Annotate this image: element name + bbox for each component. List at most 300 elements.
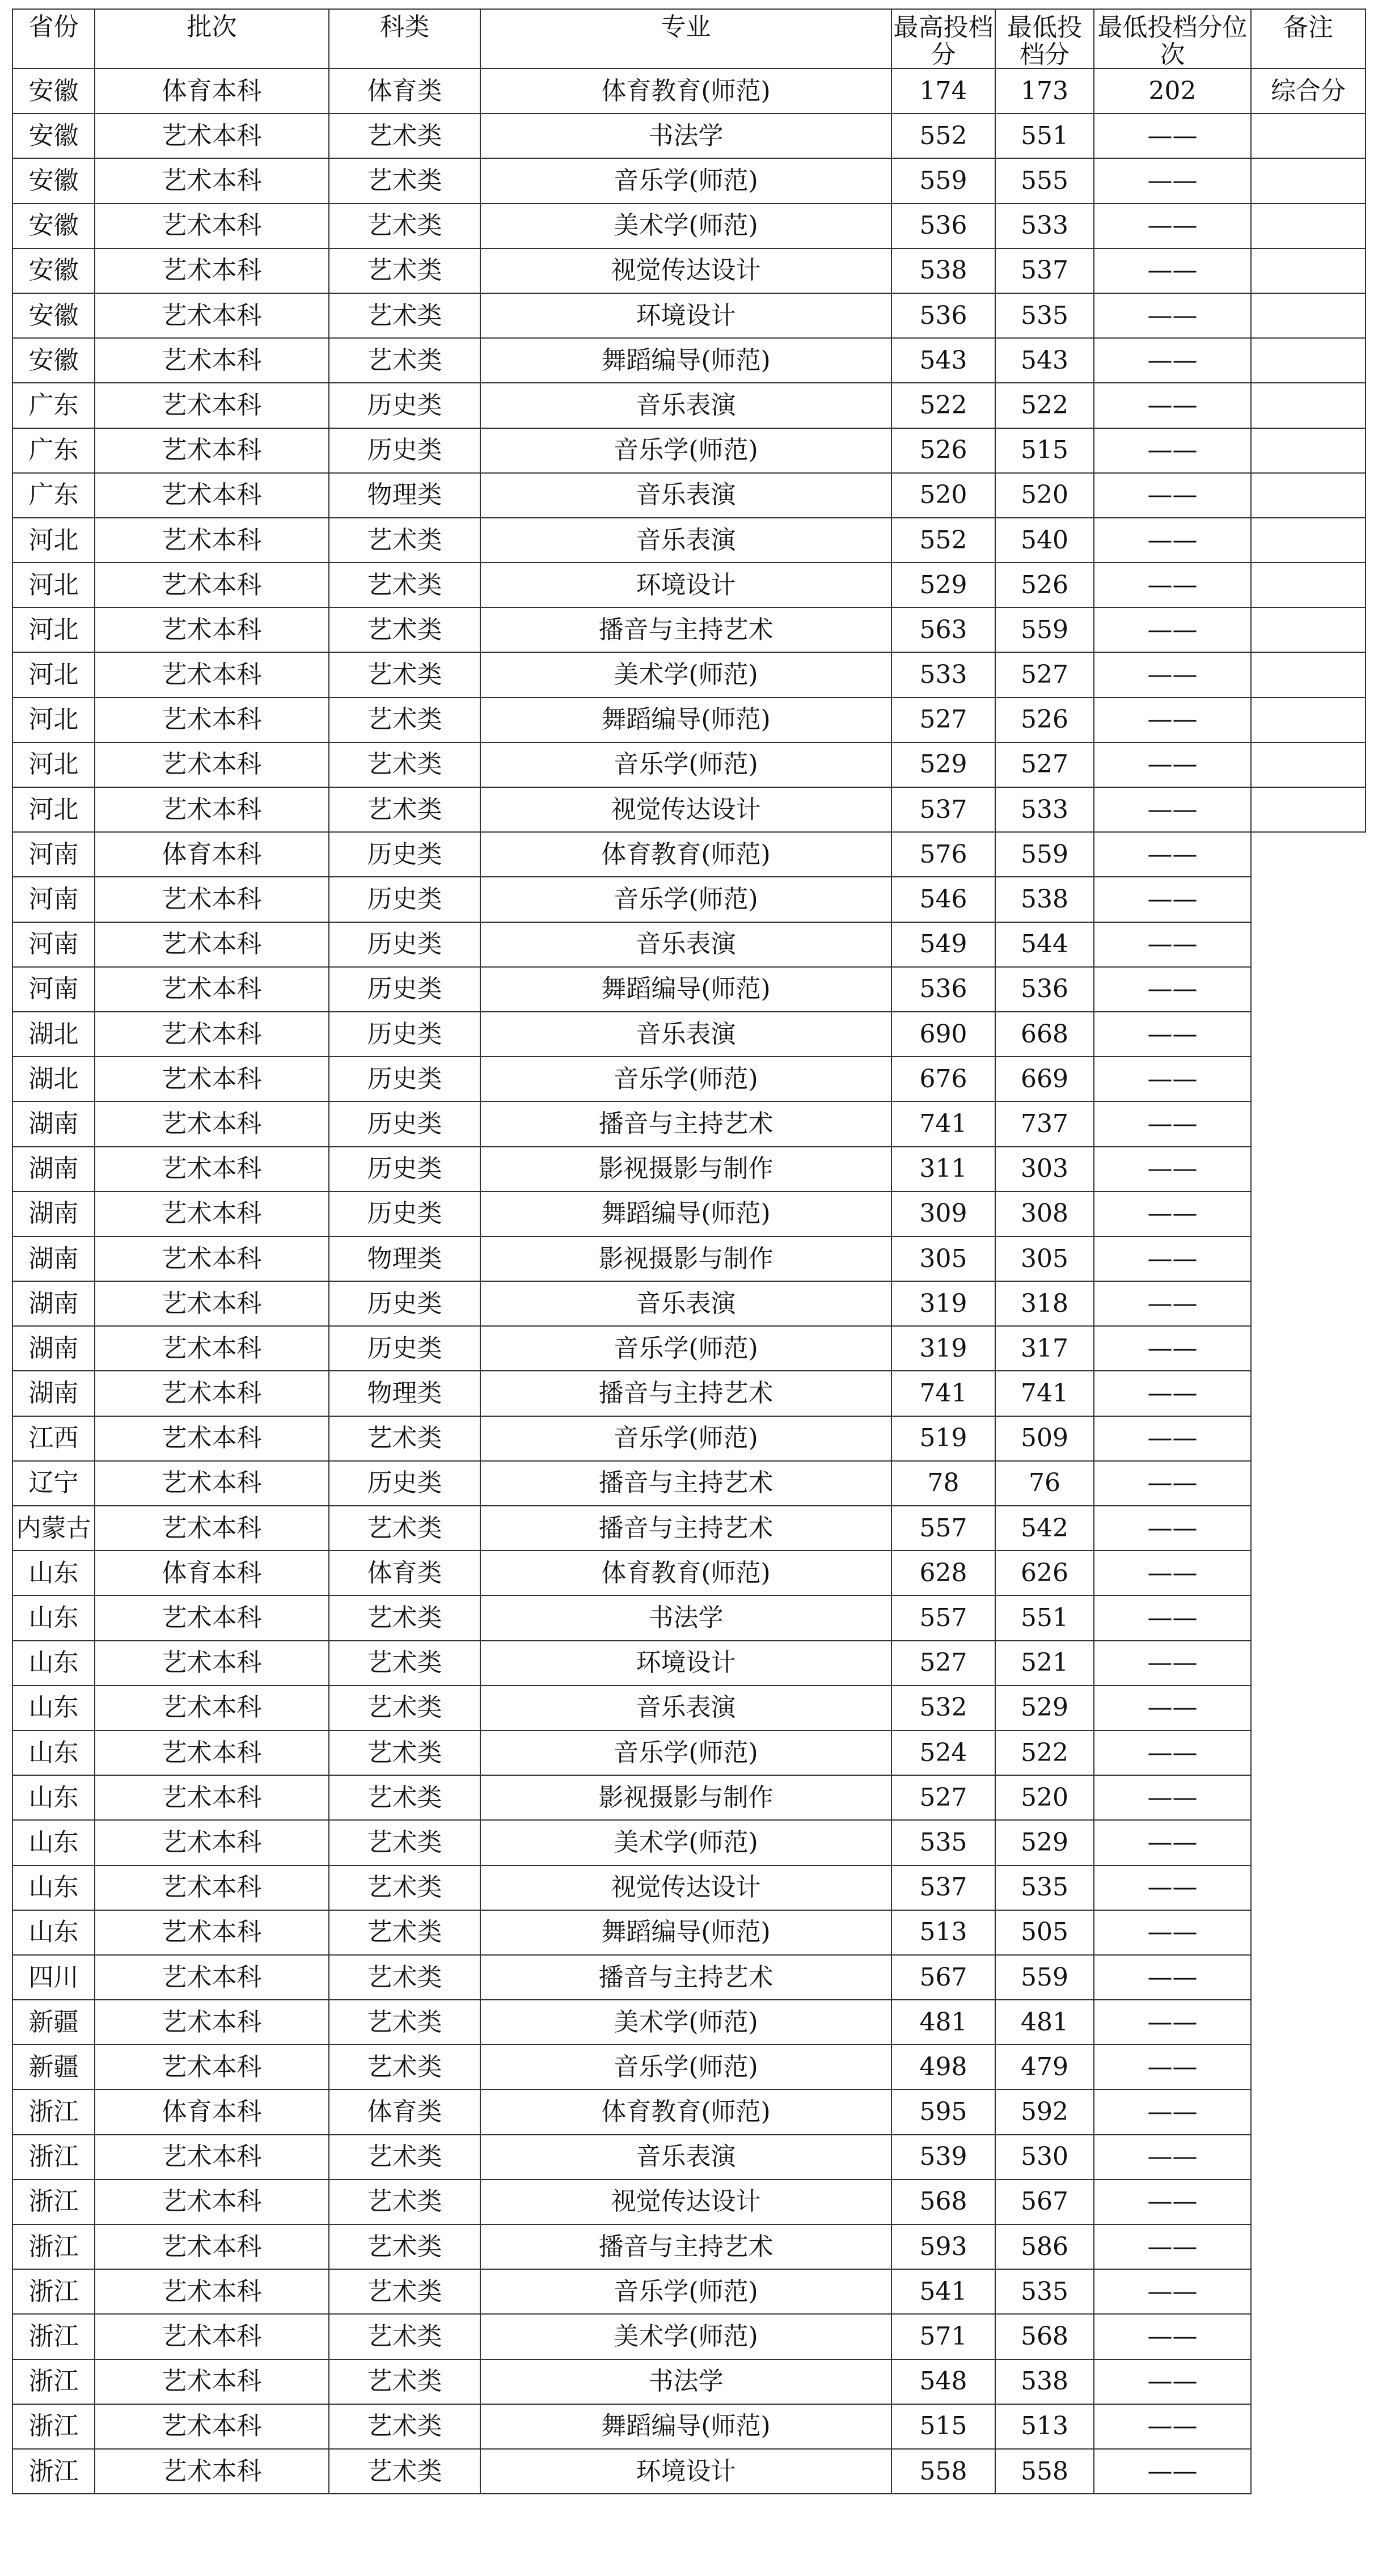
cell-province: 江西: [12, 1416, 95, 1461]
cell-batch: 艺术本科: [95, 2224, 329, 2269]
cell-min-score: 559: [995, 607, 1094, 652]
cell-max-score: 676: [891, 1057, 995, 1101]
cell-batch: 艺术本科: [95, 1192, 329, 1236]
cell-min-score: 669: [995, 1057, 1094, 1101]
cell-category: 艺术类: [329, 1595, 480, 1640]
table-row: [12, 2045, 1366, 2089]
cell-note: [1251, 967, 1366, 1012]
cell-province: 河南: [12, 922, 95, 967]
cell-batch: 艺术本科: [95, 1865, 329, 1910]
cell-max-score: 546: [891, 877, 995, 922]
cell-min-score: 515: [995, 428, 1094, 473]
cell-major: 播音与主持艺术: [480, 1101, 891, 1146]
table-row: [12, 1416, 1366, 1461]
cell-note: [1251, 518, 1366, 563]
cell-province: 广东: [12, 428, 95, 473]
cell-province: 浙江: [12, 2089, 95, 2134]
table-row: [12, 113, 1366, 158]
cell-max-score: 741: [891, 1101, 995, 1146]
cell-min-score: 533: [995, 787, 1094, 832]
cell-category: 艺术类: [329, 2449, 480, 2494]
table-row: [12, 922, 1366, 967]
cell-note: [1251, 922, 1366, 967]
cell-min-rank: ——: [1094, 563, 1251, 607]
cell-min-score: 559: [995, 1955, 1094, 2000]
cell-batch: 艺术本科: [95, 1057, 329, 1101]
cell-batch: 艺术本科: [95, 1506, 329, 1551]
cell-note: [1251, 1192, 1366, 1236]
cell-note: [1251, 158, 1366, 203]
header-max-score: 最高投档分: [891, 9, 995, 69]
cell-note: [1251, 338, 1366, 383]
cell-category: 艺术类: [329, 1820, 480, 1865]
cell-province: 浙江: [12, 2359, 95, 2404]
cell-max-score: 311: [891, 1147, 995, 1192]
cell-batch: 艺术本科: [95, 1955, 329, 2000]
cell-province: 山东: [12, 1865, 95, 1910]
cell-batch: 艺术本科: [95, 698, 329, 742]
cell-min-score: 535: [995, 293, 1094, 338]
cell-note: [1251, 2359, 1366, 2404]
cell-province: 浙江: [12, 2404, 95, 2449]
cell-major: 音乐学(师范): [480, 742, 891, 787]
cell-max-score: 305: [891, 1236, 995, 1281]
cell-province: 山东: [12, 1775, 95, 1820]
cell-min-score: 76: [995, 1461, 1094, 1506]
cell-min-score: 737: [995, 1101, 1094, 1146]
header-note: 备注: [1251, 9, 1366, 69]
cell-major: 美术学(师范): [480, 2314, 891, 2359]
cell-province: 河南: [12, 832, 95, 877]
cell-max-score: 527: [891, 1775, 995, 1820]
cell-category: 历史类: [329, 1012, 480, 1057]
cell-min-score: 551: [995, 113, 1094, 158]
cell-province: 浙江: [12, 2449, 95, 2494]
cell-max-score: 543: [891, 338, 995, 383]
cell-province: 浙江: [12, 2180, 95, 2224]
cell-major: 音乐表演: [480, 383, 891, 428]
cell-max-score: 541: [891, 2269, 995, 2314]
table-row: [12, 2449, 1366, 2494]
table-row: [12, 518, 1366, 563]
cell-max-score: 557: [891, 1506, 995, 1551]
cell-min-rank: ——: [1094, 1147, 1251, 1192]
cell-max-score: 557: [891, 1595, 995, 1640]
cell-province: 湖南: [12, 1281, 95, 1326]
cell-batch: 艺术本科: [95, 1281, 329, 1326]
cell-batch: 艺术本科: [95, 204, 329, 248]
cell-min-rank: ——: [1094, 2224, 1251, 2269]
cell-note: [1251, 473, 1366, 518]
cell-min-rank: ——: [1094, 877, 1251, 922]
cell-major: 舞蹈编导(师范): [480, 338, 891, 383]
cell-category: 艺术类: [329, 787, 480, 832]
cell-max-score: 515: [891, 2404, 995, 2449]
cell-min-rank: ——: [1094, 832, 1251, 877]
cell-min-score: 522: [995, 1730, 1094, 1775]
cell-max-score: 526: [891, 428, 995, 473]
cell-batch: 艺术本科: [95, 2404, 329, 2449]
cell-note: [1251, 1730, 1366, 1775]
cell-note: [1251, 1506, 1366, 1551]
cell-category: 历史类: [329, 1281, 480, 1326]
cell-category: 艺术类: [329, 204, 480, 248]
cell-note: [1251, 787, 1366, 832]
cell-batch: 艺术本科: [95, 2180, 329, 2224]
table-row: [12, 473, 1366, 518]
cell-note: [1251, 652, 1366, 697]
cell-province: 新疆: [12, 2045, 95, 2089]
cell-province: 山东: [12, 1595, 95, 1640]
cell-batch: 艺术本科: [95, 2135, 329, 2180]
cell-note: 综合分: [1251, 69, 1366, 113]
cell-min-score: 530: [995, 2135, 1094, 2180]
cell-max-score: 481: [891, 2000, 995, 2045]
cell-major: 体育教育(师范): [480, 2089, 891, 2134]
cell-batch: 艺术本科: [95, 1012, 329, 1057]
cell-category: 物理类: [329, 473, 480, 518]
cell-note: [1251, 877, 1366, 922]
cell-note: [1251, 1910, 1366, 1955]
cell-province: 安徽: [12, 69, 95, 113]
cell-major: 影视摄影与制作: [480, 1236, 891, 1281]
table-row: [12, 1101, 1366, 1146]
cell-max-score: 536: [891, 293, 995, 338]
cell-category: 艺术类: [329, 293, 480, 338]
cell-max-score: 537: [891, 1865, 995, 1910]
cell-category: 艺术类: [329, 2314, 480, 2359]
cell-min-score: 537: [995, 248, 1094, 293]
cell-major: 音乐表演: [480, 473, 891, 518]
table-row: [12, 248, 1366, 293]
cell-batch: 艺术本科: [95, 1416, 329, 1461]
table-row: [12, 204, 1366, 248]
cell-min-score: 479: [995, 2045, 1094, 2089]
header-province: 省份: [12, 9, 95, 69]
cell-major: 音乐学(师范): [480, 1057, 891, 1101]
cell-max-score: 552: [891, 113, 995, 158]
cell-batch: 艺术本科: [95, 428, 329, 473]
cell-major: 音乐表演: [480, 922, 891, 967]
cell-major: 音乐表演: [480, 2135, 891, 2180]
cell-batch: 艺术本科: [95, 293, 329, 338]
cell-major: 舞蹈编导(师范): [480, 1910, 891, 1955]
cell-batch: 艺术本科: [95, 1775, 329, 1820]
cell-province: 山东: [12, 1730, 95, 1775]
cell-batch: 艺术本科: [95, 1910, 329, 1955]
cell-min-score: 533: [995, 204, 1094, 248]
table-row: [12, 158, 1366, 203]
cell-category: 艺术类: [329, 1910, 480, 1955]
cell-major: 播音与主持艺术: [480, 2224, 891, 2269]
cell-batch: 艺术本科: [95, 652, 329, 697]
cell-batch: 艺术本科: [95, 338, 329, 383]
cell-max-score: 576: [891, 832, 995, 877]
cell-min-rank: ——: [1094, 518, 1251, 563]
cell-category: 物理类: [329, 1236, 480, 1281]
cell-province: 安徽: [12, 293, 95, 338]
cell-major: 播音与主持艺术: [480, 1955, 891, 2000]
cell-category: 艺术类: [329, 2359, 480, 2404]
cell-province: 湖南: [12, 1236, 95, 1281]
cell-min-rank: ——: [1094, 1057, 1251, 1101]
cell-min-score: 317: [995, 1326, 1094, 1371]
table-row: [12, 1955, 1366, 2000]
cell-category: 艺术类: [329, 607, 480, 652]
cell-max-score: 536: [891, 204, 995, 248]
cell-category: 艺术类: [329, 1506, 480, 1551]
cell-province: 湖南: [12, 1101, 95, 1146]
cell-batch: 艺术本科: [95, 113, 329, 158]
cell-min-score: 555: [995, 158, 1094, 203]
cell-max-score: 537: [891, 787, 995, 832]
cell-min-rank: ——: [1094, 1236, 1251, 1281]
cell-min-rank: ——: [1094, 2314, 1251, 2359]
cell-max-score: 563: [891, 607, 995, 652]
cell-max-score: 571: [891, 2314, 995, 2359]
cell-max-score: 519: [891, 1416, 995, 1461]
cell-min-score: 626: [995, 1551, 1094, 1595]
cell-major: 体育教育(师范): [480, 69, 891, 113]
cell-major: 音乐表演: [480, 1281, 891, 1326]
table-row: [12, 2359, 1366, 2404]
cell-category: 艺术类: [329, 1775, 480, 1820]
cell-batch: 艺术本科: [95, 1820, 329, 1865]
cell-min-score: 305: [995, 1236, 1094, 1281]
table-row: [12, 652, 1366, 697]
cell-max-score: 559: [891, 158, 995, 203]
cell-major: 书法学: [480, 2359, 891, 2404]
cell-note: [1251, 2045, 1366, 2089]
cell-major: 美术学(师范): [480, 652, 891, 697]
cell-min-rank: ——: [1094, 1461, 1251, 1506]
cell-note: [1251, 2000, 1366, 2045]
cell-min-score: 568: [995, 2314, 1094, 2359]
cell-major: 舞蹈编导(师范): [480, 967, 891, 1012]
cell-note: [1251, 293, 1366, 338]
cell-note: [1251, 2135, 1366, 2180]
cell-province: 山东: [12, 1910, 95, 1955]
cell-min-score: 505: [995, 1910, 1094, 1955]
cell-major: 体育教育(师范): [480, 832, 891, 877]
table-row: [12, 1686, 1366, 1730]
cell-province: 辽宁: [12, 1461, 95, 1506]
cell-major: 播音与主持艺术: [480, 1506, 891, 1551]
cell-max-score: 690: [891, 1012, 995, 1057]
cell-max-score: 539: [891, 2135, 995, 2180]
cell-category: 艺术类: [329, 2135, 480, 2180]
cell-batch: 艺术本科: [95, 518, 329, 563]
cell-province: 浙江: [12, 2224, 95, 2269]
cell-major: 视觉传达设计: [480, 1865, 891, 1910]
cell-province: 山东: [12, 1820, 95, 1865]
table-row: [12, 832, 1366, 877]
cell-category: 艺术类: [329, 1955, 480, 2000]
cell-category: 体育类: [329, 69, 480, 113]
cell-major: 舞蹈编导(师范): [480, 2404, 891, 2449]
cell-major: 美术学(师范): [480, 1820, 891, 1865]
cell-batch: 艺术本科: [95, 742, 329, 787]
table-row: [12, 1057, 1366, 1101]
cell-min-rank: ——: [1094, 1641, 1251, 1686]
cell-max-score: 78: [891, 1461, 995, 1506]
cell-major: 播音与主持艺术: [480, 1371, 891, 1416]
cell-min-rank: ——: [1094, 2180, 1251, 2224]
cell-min-rank: ——: [1094, 1371, 1251, 1416]
cell-major: 视觉传达设计: [480, 248, 891, 293]
cell-max-score: 593: [891, 2224, 995, 2269]
cell-category: 历史类: [329, 428, 480, 473]
cell-major: 视觉传达设计: [480, 2180, 891, 2224]
table-row: [12, 1641, 1366, 1686]
cell-max-score: 529: [891, 563, 995, 607]
cell-category: 艺术类: [329, 2224, 480, 2269]
cell-min-score: 481: [995, 2000, 1094, 2045]
cell-note: [1251, 2404, 1366, 2449]
cell-major: 环境设计: [480, 563, 891, 607]
cell-category: 艺术类: [329, 1641, 480, 1686]
table-row: [12, 2314, 1366, 2359]
cell-batch: 艺术本科: [95, 1101, 329, 1146]
cell-min-rank: ——: [1094, 2359, 1251, 2404]
cell-category: 物理类: [329, 1371, 480, 1416]
cell-province: 河北: [12, 563, 95, 607]
cell-batch: 体育本科: [95, 2089, 329, 2134]
cell-province: 四川: [12, 1955, 95, 2000]
cell-min-rank: ——: [1094, 922, 1251, 967]
cell-note: [1251, 428, 1366, 473]
table-row: [12, 1820, 1366, 1865]
cell-min-rank: ——: [1094, 698, 1251, 742]
cell-province: 湖南: [12, 1192, 95, 1236]
cell-note: [1251, 1416, 1366, 1461]
table-row: [12, 2224, 1366, 2269]
table-row: [12, 383, 1366, 428]
table-row: [12, 69, 1366, 113]
cell-min-score: 535: [995, 2269, 1094, 2314]
cell-max-score: 319: [891, 1281, 995, 1326]
cell-note: [1251, 1147, 1366, 1192]
cell-min-rank: ——: [1094, 2449, 1251, 2494]
cell-category: 体育类: [329, 1551, 480, 1595]
cell-note: [1251, 1236, 1366, 1281]
cell-note: [1251, 1101, 1366, 1146]
table-row: [12, 563, 1366, 607]
cell-batch: 艺术本科: [95, 383, 329, 428]
table-row: [12, 2000, 1366, 2045]
cell-min-score: 527: [995, 742, 1094, 787]
cell-batch: 艺术本科: [95, 2045, 329, 2089]
cell-min-rank: ——: [1094, 248, 1251, 293]
cell-category: 艺术类: [329, 563, 480, 607]
cell-major: 舞蹈编导(师范): [480, 1192, 891, 1236]
cell-province: 山东: [12, 1641, 95, 1686]
cell-note: [1251, 2089, 1366, 2134]
table-row: [12, 1910, 1366, 1955]
cell-min-rank: ——: [1094, 742, 1251, 787]
cell-category: 历史类: [329, 1461, 480, 1506]
cell-max-score: 628: [891, 1551, 995, 1595]
cell-min-rank: ——: [1094, 1326, 1251, 1371]
cell-min-rank: ——: [1094, 204, 1251, 248]
table-row: [12, 428, 1366, 473]
cell-min-rank: ——: [1094, 1551, 1251, 1595]
cell-major: 环境设计: [480, 1641, 891, 1686]
cell-note: [1251, 832, 1366, 877]
cell-max-score: 536: [891, 967, 995, 1012]
cell-min-rank: ——: [1094, 2135, 1251, 2180]
cell-min-score: 513: [995, 2404, 1094, 2449]
cell-max-score: 522: [891, 383, 995, 428]
cell-major: 音乐学(师范): [480, 1416, 891, 1461]
table-row: [12, 2180, 1366, 2224]
cell-max-score: 520: [891, 473, 995, 518]
cell-min-score: 318: [995, 1281, 1094, 1326]
cell-min-score: 529: [995, 1820, 1094, 1865]
cell-min-rank: ——: [1094, 652, 1251, 697]
cell-category: 艺术类: [329, 2404, 480, 2449]
table-row: [12, 1147, 1366, 1192]
cell-category: 历史类: [329, 877, 480, 922]
cell-min-score: 526: [995, 698, 1094, 742]
cell-batch: 艺术本科: [95, 1641, 329, 1686]
table-row: [12, 2135, 1366, 2180]
cell-min-score: 520: [995, 473, 1094, 518]
cell-max-score: 513: [891, 1910, 995, 1955]
table-row: [12, 877, 1366, 922]
table-row: [12, 1326, 1366, 1371]
cell-major: 播音与主持艺术: [480, 607, 891, 652]
table-row: [12, 293, 1366, 338]
cell-note: [1251, 2180, 1366, 2224]
cell-min-rank: ——: [1094, 1416, 1251, 1461]
cell-max-score: 174: [891, 69, 995, 113]
cell-category: 历史类: [329, 383, 480, 428]
cell-batch: 体育本科: [95, 832, 329, 877]
cell-min-rank: ——: [1094, 293, 1251, 338]
cell-min-score: 586: [995, 2224, 1094, 2269]
cell-province: 新疆: [12, 2000, 95, 2045]
cell-min-rank: ——: [1094, 1192, 1251, 1236]
cell-min-rank: ——: [1094, 967, 1251, 1012]
cell-category: 历史类: [329, 1192, 480, 1236]
cell-max-score: 529: [891, 742, 995, 787]
cell-note: [1251, 2449, 1366, 2494]
cell-note: [1251, 1955, 1366, 2000]
cell-batch: 艺术本科: [95, 607, 329, 652]
header-row: [12, 9, 1366, 69]
cell-min-score: 538: [995, 2359, 1094, 2404]
cell-major: 影视摄影与制作: [480, 1775, 891, 1820]
cell-province: 浙江: [12, 2269, 95, 2314]
cell-province: 安徽: [12, 338, 95, 383]
cell-min-rank: ——: [1094, 1910, 1251, 1955]
cell-min-score: 520: [995, 1775, 1094, 1820]
cell-province: 河北: [12, 698, 95, 742]
cell-max-score: 552: [891, 518, 995, 563]
table-row: [12, 607, 1366, 652]
table-row: [12, 1506, 1366, 1551]
cell-note: [1251, 742, 1366, 787]
cell-batch: 艺术本科: [95, 248, 329, 293]
cell-max-score: 527: [891, 698, 995, 742]
table-row: [12, 1371, 1366, 1416]
cell-major: 体育教育(师范): [480, 1551, 891, 1595]
cell-major: 音乐学(师范): [480, 2269, 891, 2314]
cell-major: 书法学: [480, 1595, 891, 1640]
cell-province: 浙江: [12, 2314, 95, 2359]
cell-note: [1251, 248, 1366, 293]
